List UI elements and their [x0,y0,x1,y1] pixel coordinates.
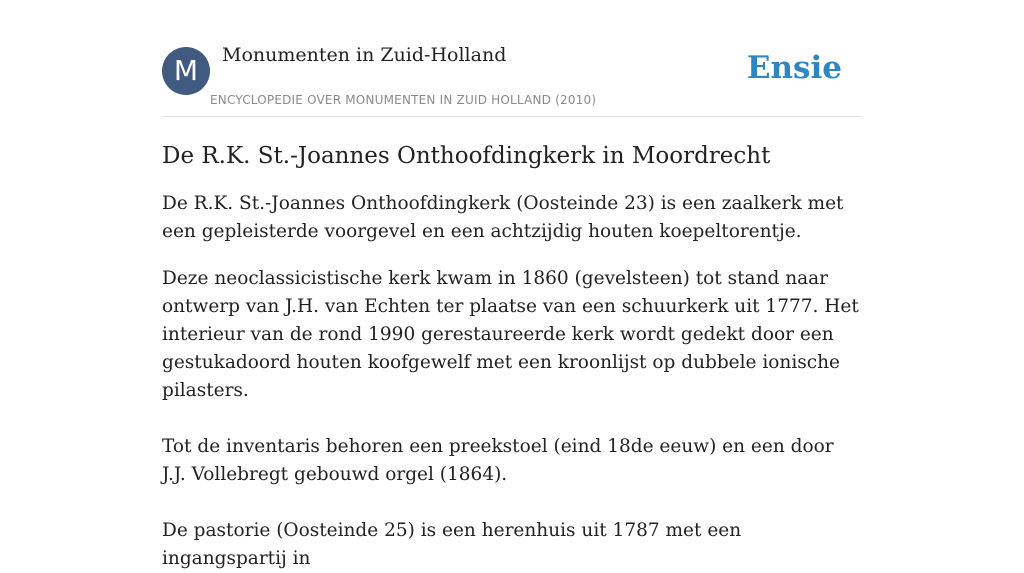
source-header [162,0,862,117]
article-paragraph-2: Deze neoclassicistische kerk kwam in 1860 (gevelsteen) tot stand naar ontwerp van J.H. van Echten ter plaatse van een schuurkerk uit 1777. Het interieur van de rond 1990 gerestaureerde kerk wordt gedekt door een gestukadoord houten koofgewelf met een kroonlijst op dubbele ionische pilasters. [162,268,859,401]
source-subtitle: ENCYCLOPEDIE OVER MONUMENTEN IN ZUID HOLLAND (2010) [210,93,597,107]
ensie-logo[interactable]: Ensie [746,50,842,86]
article-title: De R.K. St.-Joannes Onthoofdingkerk in Moordrecht [162,143,771,169]
article-paragraph-1: De R.K. St.-Joannes Onthoofdingkerk (Oosteinde 23) is een zaalkerk met een gepleisterde voorgevel en een achtzijdig houten koepeltorentje. [162,193,844,242]
article-paragraph-3: Tot de inventaris behoren een preekstoel (eind 18de eeuw) en een door J.J. Vollebregt gebouwd orgel (1864). [162,436,834,485]
article-paragraph-4: De pastorie (Oosteinde 25) is een herenhuis uit 1787 met een ingangspartij in [162,520,742,569]
content-column [162,0,862,573]
avatar[interactable]: M [162,47,210,95]
source-title[interactable]: Monumenten in Zuid-Holland [222,44,507,66]
